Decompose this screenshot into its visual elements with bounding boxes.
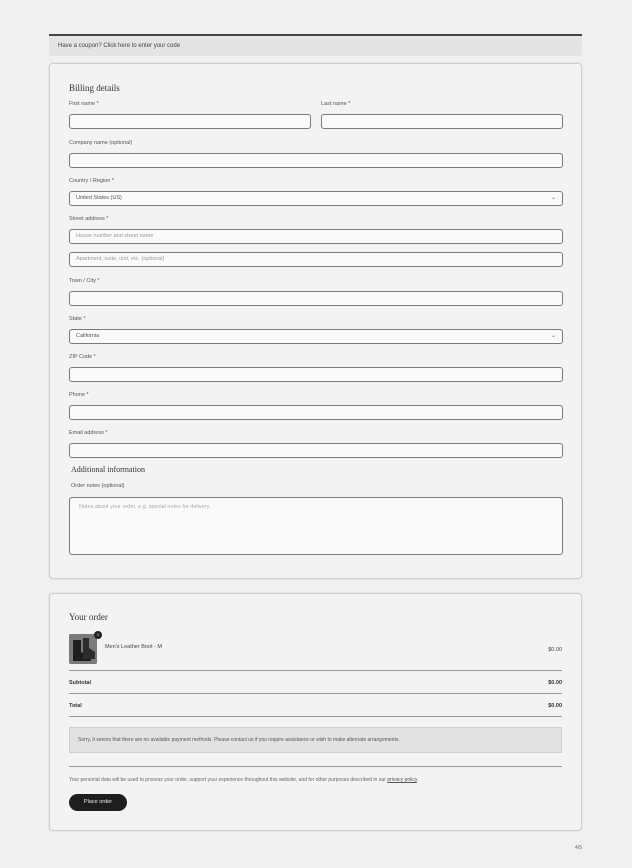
product-thumbnail bbox=[69, 634, 97, 664]
divider bbox=[69, 766, 562, 767]
chevron-down-icon: ⌄ bbox=[550, 195, 556, 201]
privacy-text: Your personal data will be used to process your order, support your experience throughout this website, and for other purposes described in our bbox=[69, 777, 386, 783]
additional-info-title: Additional information bbox=[71, 465, 145, 474]
company-field[interactable] bbox=[69, 153, 563, 168]
country-select[interactable] bbox=[69, 191, 563, 206]
city-field[interactable] bbox=[69, 291, 563, 306]
page-number: 4/5 bbox=[575, 845, 582, 851]
billing-title: Billing details bbox=[69, 83, 120, 93]
total-value: $0.00 bbox=[548, 703, 562, 709]
subtotal-value: $0.00 bbox=[548, 680, 562, 686]
coupon-notice[interactable]: Have a coupon? Click here to enter your code bbox=[49, 34, 582, 56]
email-label: Email address * bbox=[69, 430, 108, 436]
divider bbox=[69, 716, 562, 717]
chevron-down-icon: ⌄ bbox=[550, 333, 556, 339]
order-notes-label: Order notes (optional) bbox=[71, 483, 125, 489]
order-summary-card bbox=[49, 593, 582, 831]
total-row bbox=[69, 703, 562, 709]
zip-field[interactable] bbox=[69, 367, 563, 382]
phone-label: Phone * bbox=[69, 392, 89, 398]
divider bbox=[69, 693, 562, 694]
product-price: $0.00 bbox=[548, 647, 562, 653]
total-label: Total bbox=[69, 703, 82, 709]
quantity-badge: 1 bbox=[94, 631, 102, 639]
street-label: Street address * bbox=[69, 216, 109, 222]
order-notes-textarea[interactable]: Notes about your order, e.g. special notes for delivery. bbox=[69, 497, 563, 555]
product-name: Men's Leather Boot - M bbox=[105, 644, 162, 650]
email-field[interactable] bbox=[69, 443, 563, 458]
country-value: United States (US) bbox=[76, 195, 122, 201]
state-value: California bbox=[76, 333, 100, 339]
city-label: Town / City * bbox=[69, 278, 100, 284]
street-address-field[interactable]: House number and street name bbox=[69, 229, 563, 244]
state-label: State * bbox=[69, 316, 86, 322]
last-name-field[interactable] bbox=[321, 114, 563, 129]
payment-notice: Sorry, it seems that there are no available payment methods. Please contact us if you require assistance or wish to make alternate arrangements. bbox=[69, 727, 562, 753]
billing-details-card bbox=[49, 63, 582, 579]
order-title: Your order bbox=[69, 612, 108, 622]
phone-field[interactable] bbox=[69, 405, 563, 420]
boot-image-icon bbox=[69, 634, 97, 664]
subtotal-row bbox=[69, 680, 562, 686]
country-label: Country / Region * bbox=[69, 178, 114, 184]
first-name-field[interactable] bbox=[69, 114, 311, 129]
first-name-label: First name * bbox=[69, 101, 99, 107]
company-label: Company name (optional) bbox=[69, 140, 133, 146]
privacy-notice: Your personal data will be used to process your order, support your experience throughout this website, and for other purposes described in our privacy policy. bbox=[69, 777, 419, 783]
zip-label: ZIP Code * bbox=[69, 354, 96, 360]
last-name-label: Last name * bbox=[321, 101, 351, 107]
apartment-field[interactable]: Apartment, suite, unit, etc. (optional) bbox=[69, 252, 563, 267]
privacy-policy-link[interactable]: privacy policy bbox=[387, 777, 417, 783]
subtotal-label: Subtotal bbox=[69, 680, 91, 686]
state-select[interactable] bbox=[69, 329, 563, 344]
divider bbox=[69, 670, 562, 671]
place-order-button[interactable]: Place order bbox=[69, 794, 127, 811]
